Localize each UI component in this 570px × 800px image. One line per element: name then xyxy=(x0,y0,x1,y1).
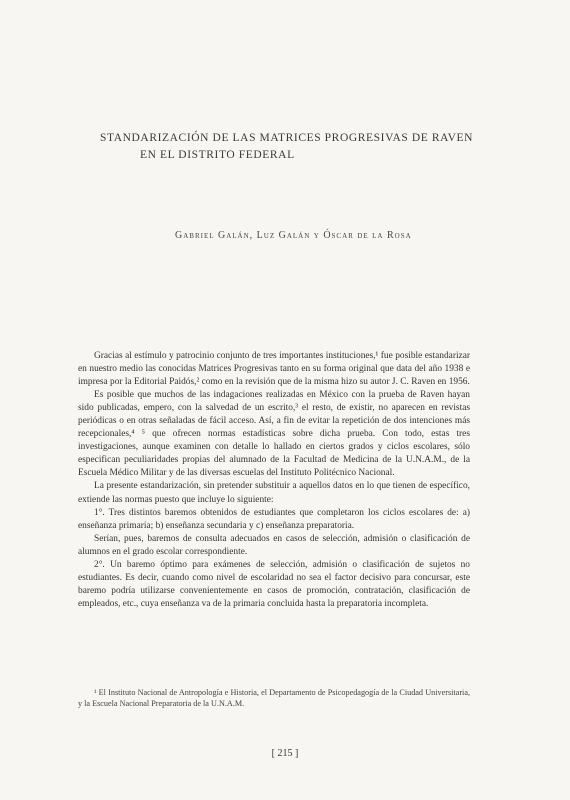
paragraph: 1°. Tres distintos baremos obtenidos de estudiantes que completaron los ciclos escolares de: a) enseñanza primaria; b) enseñanza secundaria y c) enseñanza preparatoria. xyxy=(78,507,470,531)
paragraph: 2°. Un baremo óptimo para exámenes de selección, admisión o clasificación de sujetos no estudiantes. Es decir, cuando como nivel de escolaridad no sea el factor decisivo para concursar, este baremo podría utilizarse convenientemente en casos de promoción, contratación, clasificación de empleados, etc., cuya enseñanza va de la primaria concluida hasta la preparatoria incompleta. xyxy=(78,559,470,609)
page-number: [ 215 ] xyxy=(271,748,299,759)
paragraph: Gracias al estímulo y patrocinio conjunto de tres importantes instituciones,¹ fue posible estandarizar en nuestro medio las conocidas Matrices Progresivas tanto en su forma original que data del año 1938 e impresa por la Editorial Paidós,² como en la revisión que de la misma hizo su autor J. C. Raven en 1956. xyxy=(78,351,470,388)
paragraph: La presente estandarización, sin pretender substituir a aquellos datos en lo que tienen de específico, extiende las normas puesto que incluye lo siguiente: xyxy=(78,481,470,505)
authors-line: Gabriel Galán, Luz Galán y Óscar de la Rosa xyxy=(175,230,412,241)
title-line-2: EN EL DISTRITO FEDERAL xyxy=(140,149,295,161)
footnote: ¹ El Instituto Nacional de Antropología e Historia, el Departamento de Psicopedagogía de la Ciudad Universitaria, y la Escuela Nacional Preparatoria de la U.N.A.M. xyxy=(78,688,470,708)
article-body xyxy=(78,350,470,611)
article-title xyxy=(100,130,480,164)
title-line-1: STANDARIZACIÓN DE LAS MATRICES PROGRESIVAS DE RAVEN xyxy=(100,132,474,144)
paragraph: Es posible que muchos de las indagaciones realizadas en México con la prueba de Raven hayan sido publicadas, empero, con la salvedad de un escrito,³ el resto, de existir, no aparecen en revistas periódicas o en otras señaladas de fácil acceso. Así, a fin de evitar la repetición de dos intenciones más recepcionales,⁴ ⁵ que ofrecen normas estadísticas sobre dicha prueba. Con todo, estas tres investigaciones, aunque examinen con detalle lo hallado en ciertos grados y ciclos escolares, sólo especifican peculiaridades propias del alumnado de la Facultad de Medicina de la U.N.A.M., de la Escuela Médico Militar y de las diversas escuelas del Instituto Politécnico Nacional. xyxy=(78,390,470,479)
paragraph: Serían, pues, baremos de consulta adecuados en casos de selección, admisión o clasificación de alumnos en el grado escolar correspondiente. xyxy=(78,533,470,557)
